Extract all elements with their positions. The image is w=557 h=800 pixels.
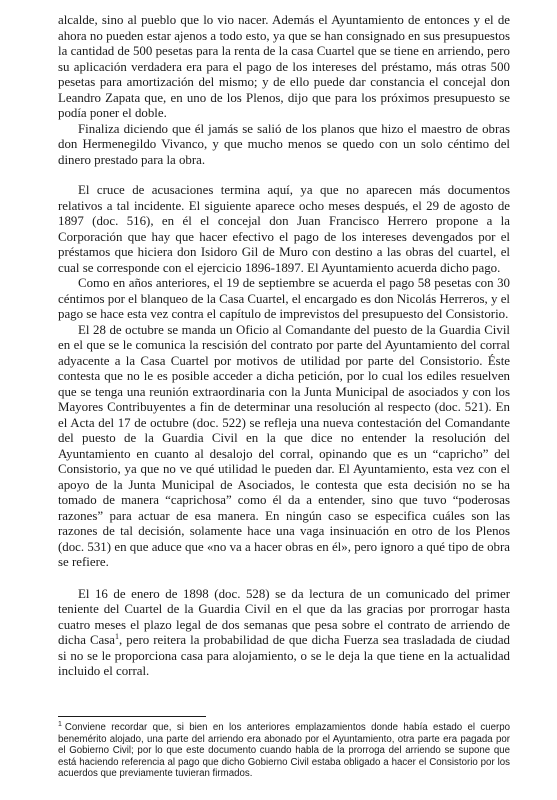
paragraph: Como en años anteriores, el 19 de septiembre se acuerda el pago 58 pesetas con 30 céntimos por el blanqueo de la Casa Cuartel, el encargado es don Nicolás Herreros, y el pago se hace esta vez contra el capítulo de imprevistos del presupuesto del Consistorio. bbox=[58, 276, 510, 321]
paragraph-text: El 16 de enero de 1898 (doc. 528) se da lectura de un comunicado del primer teniente del Cuartel de la Guardia Civil en el que da las gracias por prorrogar hasta cuatro meses el plazo legal de dos semanas que pesa sobre el contrato de arriendo de dicha Casa bbox=[58, 586, 510, 647]
paragraph: alcalde, sino al pueblo que lo vio nacer. Además el Ayuntamiento de entonces y el de ahora no pueden estar ajenos a todo esto, ya que se han consignado en sus presupuestos la cantidad de 500 pesetas para la renta de la casa Cuartel que se tiene en arriendo, pero su aplicación verdadera era para el pago de los intereses del préstamo, más otras 500 pesetas para amortización del mismo; y de ello puede dar constancia el concejal don Leandro Zapata que, en uno de los Plenos, dijo que para los próximos presupuesto se podía poner el doble. bbox=[58, 13, 510, 120]
paragraph: El cruce de acusaciones termina aquí, ya que no aparecen más documentos relativos a tal incidente. El siguiente aparece ocho meses después, el 29 de agosto de 1897 (doc. 516), en él el concejal don Juan Francisco Herrero propone a la Corporación que hay que hacer efectivo el pago de los intereses devengados por el préstamos que hiciera don Isidoro Gil de Muro con destino a las obras del cuartel, el cual se corresponde con el ejercicio 1896-1897. El Ayuntamiento acuerda dicho pago. bbox=[58, 183, 510, 275]
paragraph bbox=[58, 587, 510, 680]
body-text bbox=[58, 13, 510, 680]
paragraph-text: , pero reitera la probabilidad de que dicha Fuerza sea trasladada de ciudad si no se le proporciona casa para alojamiento, o se le deja la que tiene en la actualidad incluido el corral. bbox=[58, 633, 510, 678]
footnote-text: Conviene recordar que, si bien en los anteriores emplazamientos donde había estado el cuerpo benemérito alojado, una parte del arriendo era abonado por el Ayuntamiento, otra parte era pagada por el Gobierno Civil; por lo que este documento cuando habla de la prorroga del arriendo se supone que está haciendo referencia al pago que dicho Gobierno Civil estaba obligado a hacer el Consistorio por los acuerdos que previamente tuvieran firmados. bbox=[58, 722, 510, 779]
paragraph: El 28 de octubre se manda un Oficio al Comandante del puesto de la Guardia Civil en el que se le comunica la rescisión del contrato por parte del Ayuntamiento del corral adyacente a la Casa Cuartel por motivos de utilidad por parte del Consistorio. Éste contesta que no le es posible acceder a dicha petición, por lo cual los ediles resuelven que se tenga una reunión extraordinaria con la Junta Municipal de asociados y con los Mayores Contribuyentes a fin de determinar una resolución al respecto (doc. 521). En el Acta del 17 de octubre (doc. 522) se refleja una nueva contestación del Comandante del puesto de la Guardia Civil en la que dice no entender la resolución del Ayuntamiento en cuanto al desalojo del corral, opinando que es un “capricho” del Consistorio, ya que no ve qué utilidad le pueden dar. El Ayuntamiento, esta vez con el apoyo de la Junta Municipal de Asociados, le contesta que esta decisión no se ha tomado de manera “caprichosa” como él da a entender, sino que tuvo “poderosas razones” para actuar de esa manera. En ningún caso se especifica cuáles son las razones de tal decisión, solamente hace una vaga insinuación en otro de los Plenos (doc. 531) en que aduce que «no va a hacer obras en él», pero ignoro a qué tipo de obra se refiere. bbox=[58, 322, 510, 569]
paragraph: Finaliza diciendo que él jamás se salió de los planos que hizo el maestro de obras don Hermenegildo Vivanco, y que mucho menos se quedo con un solo céntimo del dinero prestado para la obra. bbox=[58, 121, 510, 167]
footnote-reference: 1 bbox=[115, 632, 120, 641]
footnote-separator bbox=[58, 716, 206, 717]
footnote-number: 1 bbox=[58, 721, 62, 728]
footnote bbox=[58, 722, 510, 780]
